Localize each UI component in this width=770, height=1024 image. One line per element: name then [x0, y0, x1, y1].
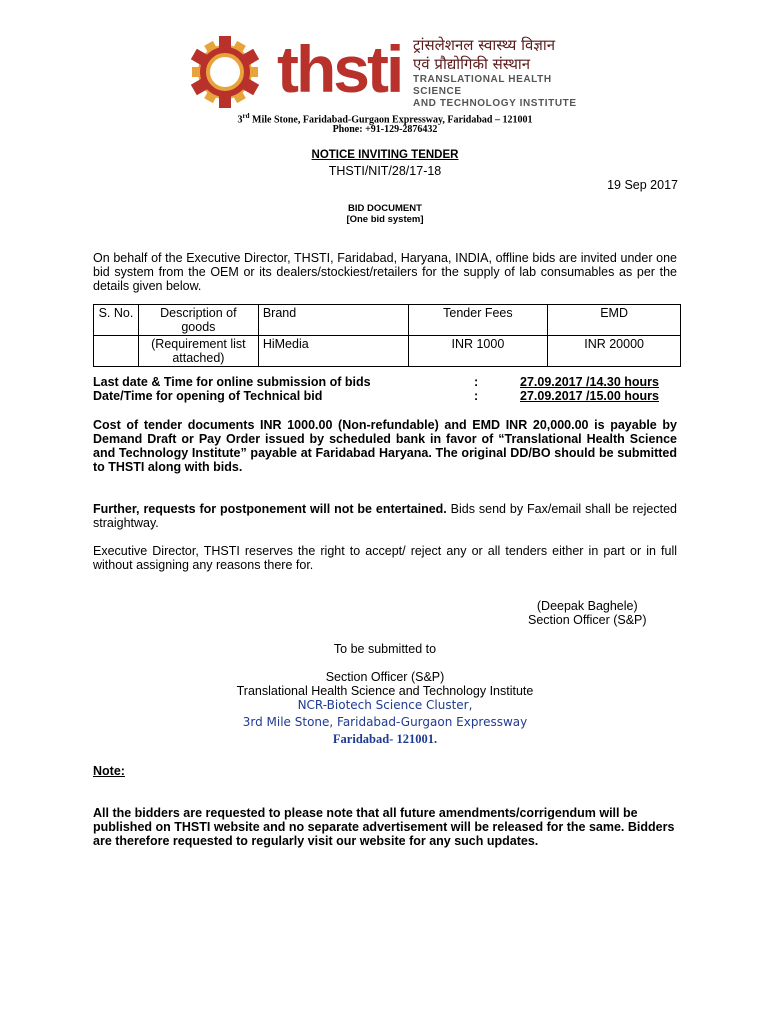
table-row — [94, 336, 681, 367]
cell-sno — [94, 336, 139, 367]
header-brand: Brand — [258, 305, 408, 336]
signatory-designation: Section Officer (S&P) — [528, 613, 647, 627]
signature-block — [528, 599, 647, 627]
notice-title: NOTICE INVITING TENDER — [311, 149, 459, 161]
signatory-name: (Deepak Baghele) — [536, 599, 638, 613]
schedule-sep-submission: : — [474, 375, 479, 389]
schedule-value-submission: 27.09.2017 /14.30 hours — [520, 375, 659, 389]
cell-brand: HiMedia — [258, 336, 408, 367]
schedule-sep-opening: : — [474, 389, 479, 403]
institute-phone: Phone: +91-129-2876432 — [332, 124, 438, 135]
thsti-logo — [185, 30, 585, 110]
submit-to-line3: NCR-Biotech Science Cluster, — [297, 698, 473, 712]
submit-to-line5: Faridabad- 121001. — [332, 732, 438, 746]
bid-system-label: [One bid system] — [346, 214, 424, 225]
note-text: All the bidders are requested to please note that all future amendments/corrigendum will be published on THSTI website and no separate advertisement will be released for the same. Bidders are therefore requested to regularly visit our website for any such updates. — [93, 806, 675, 848]
reserve-paragraph: Executive Director, THSTI reserves the right to accept/ reject any or all tenders either in part or in full without assigning any reasons there for. — [93, 544, 677, 572]
header-description: Description of goods — [138, 305, 258, 336]
logo-english-name: TRANSLATIONAL HEALTH SCIENCE AND TECHNOLOGY INSTITUTE — [413, 74, 577, 109]
schedule-label-opening: Date/Time for opening of Technical bid — [93, 389, 323, 403]
bid-document-label: BID DOCUMENT — [348, 203, 422, 214]
institute-address: 3rd Mile Stone, Faridabad-Gurgaon Expressway, Faridabad – 121001 — [237, 112, 533, 126]
cell-description: (Requirement list attached) — [138, 336, 258, 367]
logo-wordmark: thsti — [277, 32, 402, 106]
tender-reference: THSTI/NIT/28/17-18 — [328, 164, 442, 178]
submit-to-line2: Translational Health Science and Technology Institute — [236, 684, 534, 698]
submit-to-heading: To be submitted to — [333, 642, 437, 656]
note-label: Note: — [93, 764, 125, 778]
header-sno: S. No. — [94, 305, 139, 336]
cell-emd: INR 20000 — [548, 336, 681, 367]
cost-paragraph: Cost of tender documents INR 1000.00 (Non-refundable) and EMD INR 20,000.00 is payable by Demand Draft or Pay Order issued by scheduled bank in favor of “Translational Health Science and Technology Institute” payable at Faridabad Haryana. The original DD/BO should be submitted to THSTI along with bids. — [93, 418, 677, 474]
table-header-row — [94, 305, 681, 336]
schedule-value-opening: 27.09.2017 /15.00 hours — [520, 389, 659, 403]
tender-table — [93, 304, 681, 367]
submit-to-line4: 3rd Mile Stone, Faridabad-Gurgaon Expressway — [242, 715, 528, 729]
logo-hindi-name: ट्रांसलेशनल स्वास्थ्य विज्ञान एवं प्रौद्योगिकी संस्थान — [413, 36, 556, 73]
postponement-paragraph: Further, requests for postponement will not be entertained. Bids send by Fax/email shall be rejected straightway. — [93, 502, 677, 530]
notice-date: 19 Sep 2017 — [607, 178, 678, 192]
submit-to-line1: Section Officer (S&P) — [325, 670, 445, 684]
cell-tender-fees: INR 1000 — [408, 336, 548, 367]
intro-paragraph: On behalf of the Executive Director, THSTI, Faridabad, Haryana, INDIA, offline bids are invited under one bid system from the OEM or its dealers/stockiest/retailers for the supply of lab consumables as per the details given below. — [93, 251, 677, 293]
header-tender-fees: Tender Fees — [408, 305, 548, 336]
schedule-label-submission: Last date & Time for online submission of bids — [93, 375, 371, 389]
gear-logo-icon — [185, 34, 265, 110]
header-emd: EMD — [548, 305, 681, 336]
